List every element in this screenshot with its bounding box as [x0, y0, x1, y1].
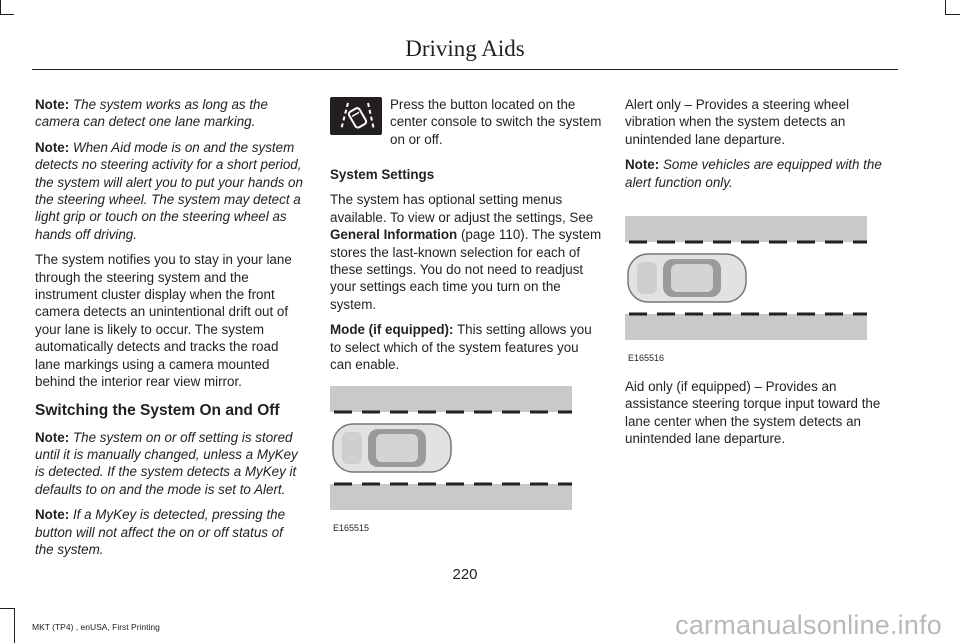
watermark: carmanualsonline.info [675, 610, 942, 640]
header-rule [32, 69, 898, 70]
alert-only-paragraph: Alert only – Provides a steering wheel vibration when the system detects an unintended lane departure. [625, 97, 850, 147]
column-2 [330, 156, 602, 381]
note-1: Note: The system works as long as the camera can detect one lane marking. [35, 97, 268, 130]
crop-mark [945, 14, 960, 15]
subheading-system-settings: System Settings [330, 167, 435, 182]
note-2: Note: When Aid mode is on and the system detects no steering activity for a short period, the system will alert you to put your hands on the steering wheel. The system may detect a light grip or touch on the steering wheel as hands off driving. [35, 139, 303, 242]
document-info: MKT (TP4) , enUSA, First Printing [32, 622, 160, 632]
paragraph: The system notifies you to stay in your lane through the steering system and the instrument cluster display when the front camera detects an unintentional drift out of your lane is likely to occur. The system automatically detects and tracks the road lane markings using a camera mounted behind the interior rear view mirror. [35, 252, 292, 390]
note-4: Note: If a MyKey is detected, pressing the button will not affect the on or off status of the system. [35, 507, 286, 557]
lane-keeping-icon [330, 97, 382, 135]
mode-paragraph: Mode (if equipped): This setting allows you to select which of the system features you can enable. [330, 322, 592, 373]
crop-mark [0, 0, 1, 14]
crop-mark [0, 14, 14, 15]
section-heading: Switching the System On and Off [35, 401, 280, 419]
page-number: 220 [452, 566, 478, 583]
column-1 [35, 96, 305, 566]
column-3 [625, 96, 897, 199]
settings-paragraph: The system has optional setting menus available. To view or adjust the settings, See General Information (page 110). The system stores the last-known selection for each of these settings. You do not need to readjust your settings each time you turn on the system. [330, 192, 602, 312]
button-instruction: Press the button located on the center console to switch the system on or off. [390, 97, 602, 147]
lane-diagram-figure [625, 216, 867, 340]
figure-label: E165515 [333, 523, 370, 533]
general-information-link[interactable]: General Information [330, 227, 458, 243]
crop-mark [14, 608, 15, 643]
page-title: Driving Aids [405, 36, 525, 61]
note-3: Note: The system on or off setting is stored until it is manually changed, unless a MyKey is detected. If the system detects a MyKey it defaults to on and the mode is set to Alert. [35, 429, 298, 497]
aid-only-paragraph: Aid only (if equipped) – Provides an assistance steering torque input toward the lane center when the system detects an unintended lane departure. [625, 379, 881, 447]
note-alert: Note: Some vehicles are equipped with the alert function only. [625, 157, 882, 190]
figure-label: E165516 [628, 353, 665, 363]
car-icon [333, 424, 451, 472]
lane-diagram-figure [330, 386, 572, 510]
crop-mark [0, 608, 14, 609]
car-icon [628, 254, 746, 302]
crop-mark [945, 0, 946, 14]
